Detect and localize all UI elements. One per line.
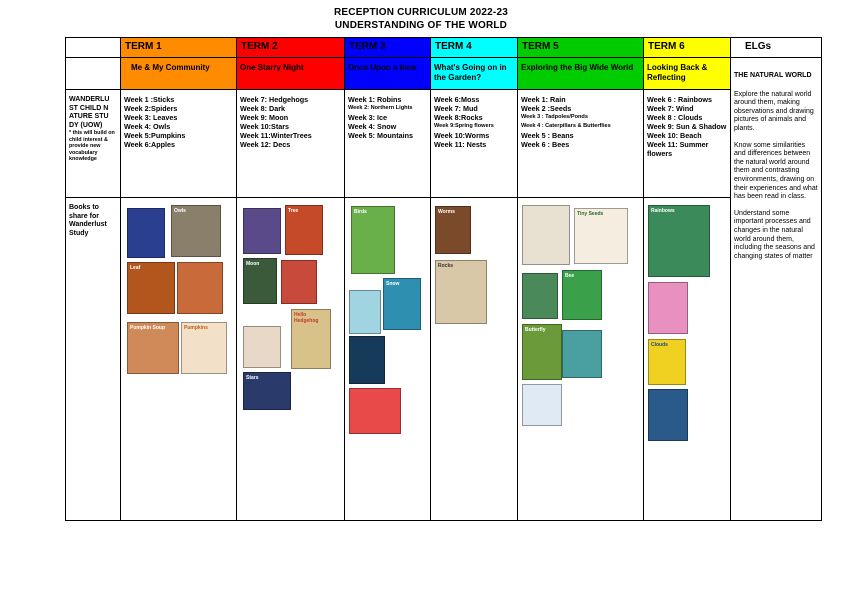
book-cover (243, 326, 281, 368)
weeks-row (66, 90, 822, 198)
week-item: Week 7: Mud (434, 104, 478, 113)
week-item: Week 1: Rain (521, 95, 566, 104)
book-cover (522, 205, 570, 265)
book-cover (522, 273, 558, 319)
week-item: Week 12: Decs (240, 140, 291, 149)
term-4-theme: What's Going on in the Garden? (431, 58, 518, 90)
book-cover: Snow (383, 278, 421, 330)
week-item: Week 2: Northern Lights (348, 105, 413, 111)
week-item: Week 9:Spring flowers (434, 123, 494, 129)
book-cover: Leaf (127, 262, 175, 314)
week-item: Week 10:Stars (240, 122, 290, 131)
term-6-theme: Looking Back & Reflecting (644, 58, 731, 90)
curriculum-table (65, 37, 822, 521)
term-5-theme: Exploring the Big Wide World (518, 58, 644, 90)
book-cover: Clouds (648, 339, 686, 385)
book-cover (648, 389, 688, 441)
term-2-weeks (237, 90, 345, 198)
term-2-theme: One Starry Night (237, 58, 345, 90)
book-cover: Hello Hedgehog (291, 309, 331, 369)
term-4-books (431, 198, 518, 521)
week-item: Week 10: Beach (647, 131, 702, 140)
book-cover (281, 260, 317, 304)
week-item: Week 11:WinterTrees (240, 131, 312, 140)
week-item: Week 2:Spiders (124, 104, 178, 113)
elg-paragraph: Explore the natural world around them, making observations and drawing pictures of animals and plants. (734, 90, 814, 132)
book-cover (349, 388, 401, 434)
book-cover (522, 384, 562, 426)
book-cover (562, 330, 602, 378)
book-cover: Pumpkin Soup (127, 322, 179, 374)
book-cover: Butterfly (522, 324, 562, 380)
book-cover: Tiny Seeds (574, 208, 628, 264)
term-2-books (237, 198, 345, 521)
week-item: Week 1 :Sticks (124, 95, 175, 104)
week-item: Week 4 : Caterpillars & Butterflies (521, 123, 611, 129)
week-item: Week 4: Snow (348, 122, 397, 131)
wanderlust-note: * this will build on child interest & provide new vocabulary knowledge (69, 130, 115, 162)
book-cover: Owls (171, 205, 221, 257)
term-5-header: TERM 5 (518, 38, 644, 58)
term-1-weeks (121, 90, 237, 198)
term-6-books (644, 198, 731, 521)
book-cover (648, 282, 688, 334)
term-1-header: TERM 1 (121, 38, 237, 58)
week-item: Week 5:Pumpkins (124, 131, 186, 140)
elgs-header: ELGs (731, 38, 822, 58)
theme-row (66, 58, 822, 90)
term-3-header: TERM 3 (345, 38, 431, 58)
elgs-cell (731, 58, 822, 521)
theme-label-cell (66, 58, 121, 90)
book-cover: Worms (435, 206, 471, 254)
term-5-books (518, 198, 644, 521)
elgs-heading: THE NATURAL WORLD (734, 72, 812, 79)
wanderlust-label-cell (66, 90, 121, 198)
week-item: Week 10:Worms (434, 131, 490, 140)
book-cover: Rainbows (648, 205, 710, 277)
book-cover: Pumpkins (181, 322, 227, 374)
term-4-weeks (431, 90, 518, 198)
term-6-weeks (644, 90, 731, 198)
book-cover: Rocks (435, 260, 487, 324)
term-6-header: TERM 6 (644, 38, 731, 58)
book-cover (349, 336, 385, 384)
week-item: Week 11: Nests (434, 140, 487, 149)
week-item: Week 7: Wind (647, 104, 694, 113)
term-3-weeks (345, 90, 431, 198)
week-item: Week 5 : Beans (521, 131, 574, 140)
week-item: Week 8: Dark (240, 104, 286, 113)
week-item: Week 3: Ice (348, 113, 388, 122)
book-cover (243, 208, 281, 254)
week-item: Week 9: Sun & Shadow (647, 122, 727, 131)
corner-cell (66, 38, 121, 58)
week-item: Week 8:Rocks (434, 113, 483, 122)
book-cover (177, 262, 223, 314)
book-cover: Tree (285, 205, 323, 255)
week-item: Week 8 : Clouds (647, 113, 703, 122)
week-item: Week 5: Mountains (348, 131, 413, 140)
week-item: Week 6:Moss (434, 95, 480, 104)
term-1-theme: Me & My Community (121, 58, 237, 90)
book-cover: Birds (351, 206, 395, 274)
week-item: Week 9: Moon (240, 113, 289, 122)
book-cover (349, 290, 381, 334)
week-item: Week 3 : Tadpoles/Ponds (521, 114, 588, 120)
term-1-books (121, 198, 237, 521)
document-title: RECEPTION CURRICULUM 2022-23 (334, 7, 508, 18)
term-3-theme: Once Upon a time (345, 58, 431, 90)
term-2-header: TERM 2 (237, 38, 345, 58)
week-item: Week 11: Summer flowers (647, 140, 709, 158)
book-cover (127, 208, 165, 258)
term-5-weeks (518, 90, 644, 198)
term-header-row (66, 38, 822, 58)
week-item: Week 4: Owls (124, 122, 171, 131)
book-cover: Stars (243, 372, 291, 410)
book-cover: Bee (562, 270, 602, 320)
week-item: Week 1: Robins (348, 95, 402, 104)
books-label: Books to share for Wanderlust Study (66, 198, 121, 521)
term-3-books (345, 198, 431, 521)
week-item: Week 6 : Rainbows (647, 95, 712, 104)
week-item: Week 2 :Seeds (521, 104, 572, 113)
week-item: Week 6:Apples (124, 140, 175, 149)
book-cover: Moon (243, 258, 277, 304)
week-item: Week 3: Leaves (124, 113, 178, 122)
books-row (66, 198, 822, 521)
term-4-header: TERM 4 (431, 38, 518, 58)
wanderlust-label: WANDERLUST CHILD NATURE STUDY (UOW) (69, 96, 110, 129)
week-item: Week 7: Hedgehogs (240, 95, 309, 104)
elg-paragraph: Know some similarities and differences between the natural world around them and contrasting environments, drawing on their experiences and what has been read in class. (734, 141, 818, 201)
week-item: Week 6 : Bees (521, 140, 570, 149)
elg-paragraph: Understand some important processes and changes in the natural world around them, including the seasons and changing states of matter (734, 209, 815, 260)
document-subtitle: UNDERSTANDING OF THE WORLD (334, 20, 508, 31)
